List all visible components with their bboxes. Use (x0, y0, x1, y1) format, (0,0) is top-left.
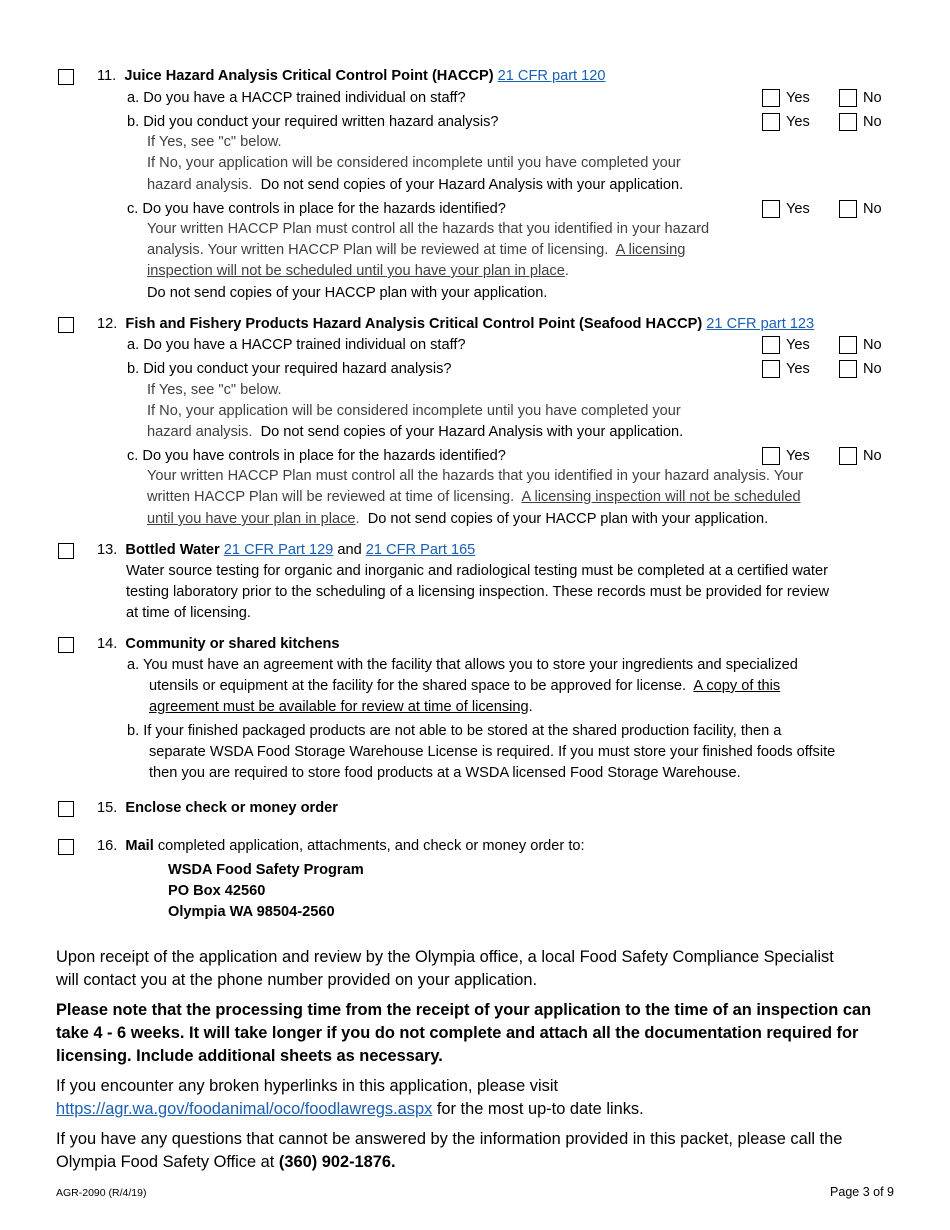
note-12c-3: until you have your plan in place. Do not send copies of your HACCP plan with your application. (147, 511, 769, 527)
item-number: 16. (97, 838, 118, 854)
item-14b-1: b. If your finished packaged products are not able to be stored at the shared production facility, then a (127, 723, 782, 739)
foodlawregs-link[interactable]: https://agr.wa.gov/foodanimal/oco/foodlawregs.aspx (56, 1100, 433, 1118)
phone-number: (360) 902-1876. (278, 1153, 396, 1171)
note-11c-1: Your written HACCP Plan must control all the hazards that you identified in your hazard (147, 221, 710, 237)
item-number: 13. (97, 542, 118, 558)
closing-p3-line-1: If you encounter any broken hyperlinks in this application, please visit (56, 1077, 559, 1095)
closing-p2-line-1: Please note that the processing time from the receipt of your application to the time of an inspection can (56, 1001, 872, 1019)
item-15-checkbox[interactable] (58, 801, 74, 817)
item-14-heading (97, 634, 340, 655)
note-12b-2: If No, your application will be considered incomplete until you have completed your (147, 403, 681, 419)
note-11c-4: Do not send copies of your HACCP plan with your application. (147, 285, 548, 301)
item-16-heading: 16. Mail completed application, attachments, and check or money order to: (97, 838, 585, 854)
item-title: Mail (125, 838, 154, 854)
closing-p4-line-1: If you have any questions that cannot be answered by the information provided in this packet, please call the (56, 1130, 843, 1148)
item-14b-3: then you are required to store food products at a WSDA licensed Food Storage Warehouse. (149, 765, 741, 781)
closing-p2-line-2: take 4 - 6 weeks. It will take longer if you do not complete and attach all the documentation required for (56, 1024, 859, 1042)
question-11b: b. Did you conduct your required written hazard analysis? (127, 114, 499, 130)
item-13-heading: 13. Bottled Water 21 CFR Part 129 and 21 CFR Part 165 (97, 542, 476, 558)
mail-address-line-2: PO Box 42560 (168, 883, 266, 899)
item-13-checkbox[interactable] (58, 543, 74, 559)
item-11-checkbox[interactable] (58, 69, 74, 85)
cfr-link[interactable]: 21 CFR Part 165 (365, 542, 476, 558)
question-11a: a. Do you have a HACCP trained individual on staff? (127, 90, 466, 106)
cfr-link[interactable]: 21 CFR part 120 (497, 68, 606, 84)
item-12-checkbox[interactable] (58, 317, 74, 333)
question-12a: a. Do you have a HACCP trained individual on staff? (127, 337, 466, 353)
form-id: AGR-2090 (R/4/19) (56, 1187, 147, 1199)
item-title: Juice Hazard Analysis Critical Control Point (HACCP) (124, 68, 494, 84)
question-12b: b. Did you conduct your required hazard analysis? (127, 361, 452, 377)
closing-p2-line-3: licensing. Include additional sheets as necessary. (56, 1047, 443, 1065)
question-11c: c. Do you have controls in place for the hazards identified? (127, 201, 506, 217)
item-14b-2: separate WSDA Food Storage Warehouse License is required. If you must store your finished foods offsite (149, 744, 836, 760)
item-14a-2: utensils or equipment at the facility for the shared space to be approved for license. A copy of this (149, 678, 781, 694)
item-16-checkbox[interactable] (58, 839, 74, 855)
note-11c-3: inspection will not be scheduled until you have your plan in place. (147, 263, 569, 279)
item-14a-1: a. You must have an agreement with the facility that allows you to store your ingredients and specialized (127, 657, 798, 673)
note-11b-2: If No, your application will be considered incomplete until you have completed your (147, 155, 681, 171)
question-12c: c. Do you have controls in place for the hazards identified? (127, 448, 506, 464)
item-11-heading (97, 66, 606, 87)
note-12c-2: written HACCP Plan will be reviewed at time of licensing. A licensing inspection will not be scheduled (147, 489, 801, 505)
item-13-text-2: testing laboratory prior to the scheduling of a licensing inspection. These records must be provided for review (126, 584, 830, 600)
item-title: Community or shared kitchens (125, 636, 340, 652)
closing-p1-line-2: will contact you at the phone number provided on your application. (56, 971, 538, 989)
item-title: Fish and Fishery Products Hazard Analysis Critical Control Point (Seafood HACCP) (125, 316, 703, 332)
cfr-link[interactable]: 21 CFR Part 129 (223, 542, 334, 558)
item-number: 12. (97, 316, 118, 332)
closing-p3-line-2: https://agr.wa.gov/foodanimal/oco/foodlawregs.aspx for the most up-to date links. (56, 1100, 644, 1118)
note-12c-1: Your written HACCP Plan must control all the hazards that you identified in your hazard analysis. Your (147, 468, 804, 484)
item-number: 14. (97, 636, 118, 652)
mail-address-line-3: Olympia WA 98504-2560 (168, 904, 335, 920)
item-title: Enclose check or money order (125, 800, 338, 816)
cfr-link[interactable]: 21 CFR part 123 (706, 316, 815, 332)
note-12b-1: If Yes, see "c" below. (147, 382, 282, 398)
item-15-heading (97, 798, 338, 819)
note-11b-1: If Yes, see "c" below. (147, 134, 282, 150)
note-11b-3: hazard analysis. Do not send copies of your Hazard Analysis with your application. (147, 177, 684, 193)
item-14a-3: agreement must be available for review at time of licensing. (149, 699, 533, 715)
mail-address-line-1: WSDA Food Safety Program (168, 862, 364, 878)
closing-p1-line-1: Upon receipt of the application and review by the Olympia office, a local Food Safety Compliance Specialist (56, 948, 834, 966)
note-12b-3: hazard analysis. Do not send copies of your Hazard Analysis with your application. (147, 424, 684, 440)
page-number: Page 3 of 9 (830, 1185, 894, 1199)
item-12-heading (97, 314, 814, 335)
item-14-checkbox[interactable] (58, 637, 74, 653)
item-title: Bottled Water (125, 542, 220, 558)
note-11c-2: analysis. Your written HACCP Plan will be reviewed at time of licensing. A licensing (147, 242, 686, 258)
item-13-text-3: at time of licensing. (126, 605, 251, 621)
item-13-text-1: Water source testing for organic and inorganic and radiological testing must be completed at a certified water (126, 563, 828, 579)
item-number: 15. (97, 800, 118, 816)
item-number: 11. (97, 68, 117, 84)
closing-p4-line-2: Olympia Food Safety Office at (360) 902-1876. (56, 1153, 396, 1171)
